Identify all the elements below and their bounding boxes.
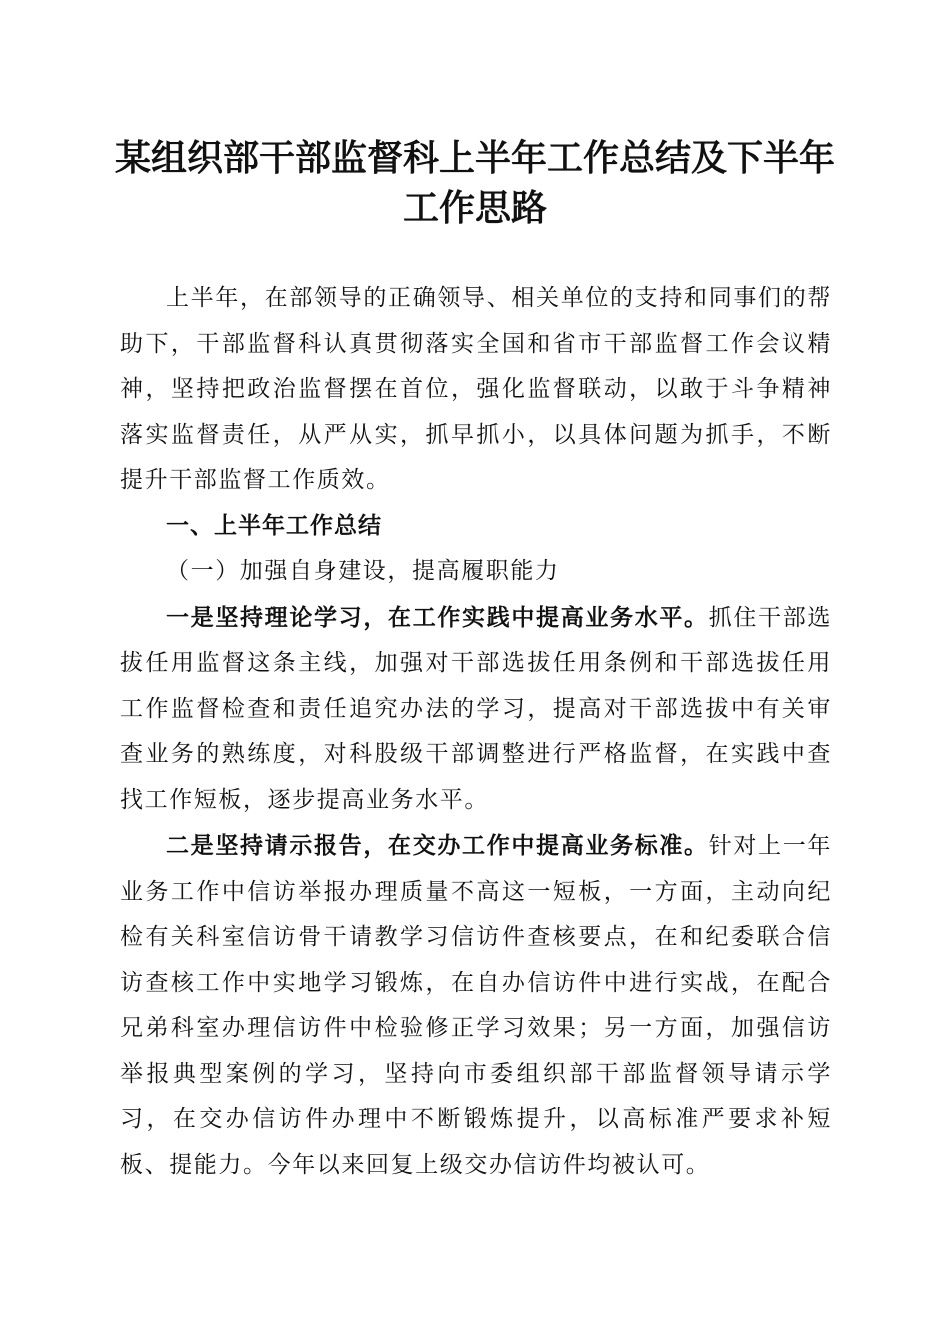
paragraph-2 [120,823,832,1188]
paragraph-2-body: 针对上一年业务工作中信访举报办理质量不高这一短板，一方面，主动向纪检有关科室信访骨干请教学习信访件查核要点，在和纪委联合信访查核工作中实地学习锻炼，在自办信访件中进行实战，在配合兄弟科室办理信访件中检验修正学习效果；另一方面，加强信访举报典型案例的学习，坚持向市委组织部干部监督领导请示学习，在交办信访件办理中不断锻炼提升，以高标准严要求补短板、提能力。今年以来回复上级交办信访件均被认可。 [120,833,833,1178]
paragraph-1-lead: 一是坚持理论学习，在工作实践中提高业务水平。 [166,603,709,631]
intro-paragraph: 上半年，在部领导的正确领导、相关单位的支持和同事们的帮助下，干部监督科认真贯彻落实全国和省市干部监督工作会议精神，坚持把政治监督摆在首位，强化监督联动，以敢于斗争精神落实监督责任，从严从实，抓早抓小，以具体问题为抓手，不断提升干部监督工作质效。 [120,285,832,493]
document-body [120,276,832,1188]
section-heading: 一、上半年工作总结 [166,512,382,539]
subsection-heading: （一）加强自身建设，提高履职能力 [166,558,560,584]
paragraph-1 [120,595,832,824]
paragraph-1-body: 抓住干部选拔任用监督这条主线，加强对干部选拔任用条例和干部选拔任用工作监督检查和责任追究办法的学习，提高对干部选拔中有关审查业务的熟练度，对科股级干部调整进行严格监督，在实践中查找工作短板，逐步提高业务水平。 [120,604,833,813]
document-title: 某组织部干部监督科上半年工作总结及下半年工作思路 [114,137,835,229]
paragraph-2-lead: 二是坚持请示报告，在交办工作中提高业务标准。 [166,832,709,859]
